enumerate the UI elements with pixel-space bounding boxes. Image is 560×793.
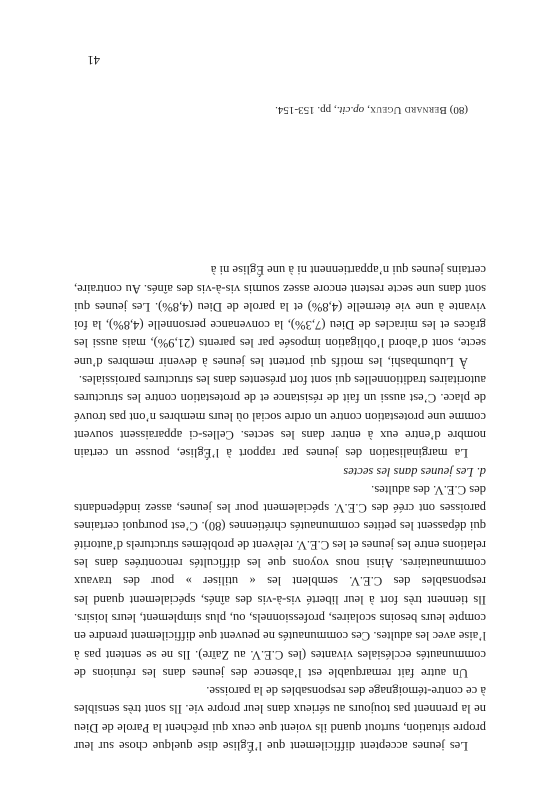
section-heading: d. Les jeunes dans les sectes — [343, 464, 486, 479]
footnote-number: (80) — [449, 104, 468, 116]
footnote-author: Bernard Ugeux, — [366, 104, 447, 116]
body-text — [74, 261, 486, 755]
paragraph-1: Les jeunes acceptent difficilement que l’Église dise quelque chose sur leur propre situation, surtout quand ils voient que ceux qui prêchent la Parole de Dieu ne la prennent pas toujours au sérieux dans leur propre vie. Ils sont très sensibles à ce contre-témoignage des responsables de la paroisse. — [74, 684, 486, 753]
footnote-reference: op.cit., — [333, 104, 365, 116]
page-number: 41 — [87, 53, 100, 67]
paragraph-3: La marginalisation des jeunes par rapport à l’Église, pousse un certain nombre d’entre eux à entrer dans les sectes. Celles-ci apparaissent souvent comme une protestation contre un ordre social où leurs membres n’ont pas trouvé de place. C’est aussi un fait de résistance et de protestation contre les structures autoritaires traditionnelles qui sont fort présentes dans les structures paroissiales. — [74, 373, 486, 461]
footnote-pages: pp. 153-154. — [275, 104, 332, 116]
footnote — [88, 103, 468, 117]
paragraph-4: À Lubumbashi, les motifs qui portent les jeunes à devenir membres d’une secte, sont d’abord l’obligation imposée par les parents (21,9%), mais aussi les grâces et les miracles de Dieu (7,3%), la convenance personnelle (4,8%), la foi vivante à une vie éternelle (4,8%) et la parole de Dieu (4,8%). Les jeunes qui sont dans une secte restent encore assez soumis vis-à-vis des aînés. Au contraire, certains jeunes qui n’appartiennent ni à une Église ni à — [74, 263, 486, 369]
paragraph-2: Un autre fait remarquable est l’absence des jeunes dans les réunions de communautés ecclésiales vivantes (les C.E.V. au Zaïre). Ils ne se sentent pas à l’aise avec les adultes. Ces communautés ne peuvent que difficilement prendre en compte leurs besoins scolaires, professionnels, ou, plus simplement, leurs loisirs. Ils tiennent très fort à leur liberté vis-à-vis des aînés, spécialement quand les responsables des C.E.V. semblent les « utiliser » pour des travaux communautaires. Ainsi nous voyons que les difficultés rencontrées dans les relations entre les jeunes et les C.E.V. relèvent de problèmes structurels d’autorité qui dépassent les petites communautés chrétiennes (80). C’est pourquoi certaines paroisses ont créé des C.E.V. spécialement pour les jeunes, assez indépendants des C.E.V. des adultes. — [74, 482, 486, 680]
